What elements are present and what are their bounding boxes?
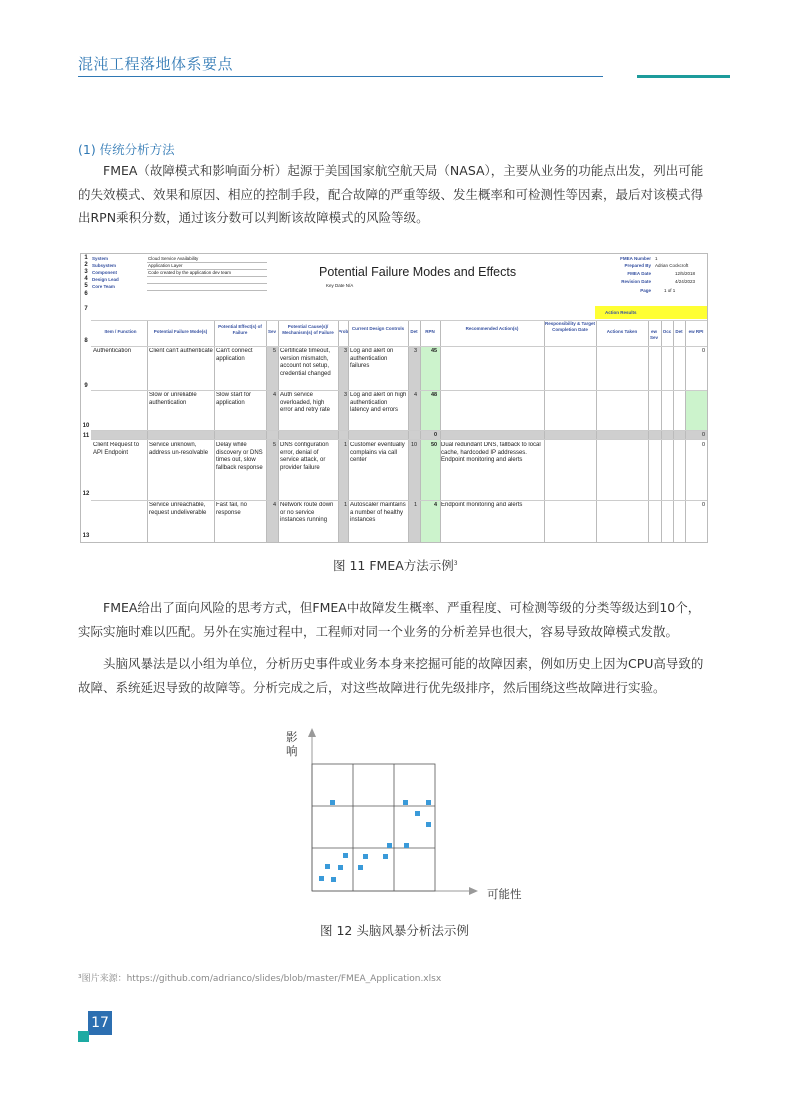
cell-item: Authentication <box>93 348 132 354</box>
cell-new-rpn: 0 <box>702 348 706 354</box>
row-number: 3 <box>84 269 88 275</box>
cell-det: 4 <box>414 392 418 398</box>
col-header: Current Design Controls <box>351 326 405 331</box>
meta-value: Cloud Service Availability <box>148 256 199 261</box>
separator-row-shade <box>91 430 707 439</box>
cell-det: 3 <box>414 348 418 354</box>
marker <box>404 843 409 848</box>
cell-cause: Certificate timeout, version mismatch, account not setup, credential changed <box>280 348 331 377</box>
marker <box>426 822 431 827</box>
cell-effect: Delay while discovery or DNS times out, slow fallback response <box>216 442 263 471</box>
marker <box>426 800 431 805</box>
cell-rpn: 4 <box>434 502 438 508</box>
marker <box>363 854 368 859</box>
meta-label: Revision Date <box>621 279 651 284</box>
header-accent-bar <box>637 75 730 78</box>
row-number: 5 <box>84 283 88 289</box>
cell-cause: Network route down or no service instances running <box>280 502 334 523</box>
col-header: RPN <box>425 329 435 334</box>
paragraph-fmea-limits: FMEA给出了面向风险的思考方式，但FMEA中故障发生概率、严重程度、可检测等级的分类等级达到10个，实际实施时难以匹配。另外在实施过程中，工程师对同一个业务的分析差异也很大，容易导致故障模式发散。 <box>78 600 701 639</box>
cell-mode: Service unknown, address un-resolvable <box>149 442 209 456</box>
cell-controls: Log and alert on authentication failures <box>350 348 394 369</box>
cell-rpn: 50 <box>431 442 438 448</box>
cell-prob: 1 <box>344 442 348 448</box>
paragraph-brainstorm: 头脑风暴法是以小组为单位，分析历史事件或业务本身来挖掘可能的故障因素，例如历史上因为CPU高导致的故障、系统延迟导致的故障等。分析完成之后，对这些故障进行优先级排序，然后围绕这些故障进行实验。 <box>78 656 704 695</box>
cell-new-rpn: 0 <box>702 442 706 448</box>
row-number: 12 <box>82 491 90 497</box>
page-number: 17 <box>88 1011 112 1035</box>
col-header: Recommended Action(s) <box>465 326 519 331</box>
meta-value: 1 <box>655 256 658 261</box>
sev-column-shade <box>266 346 278 542</box>
col-header: Item / Function <box>104 329 137 334</box>
matrix-markers <box>319 800 431 882</box>
cell-sev: 5 <box>273 442 277 448</box>
cell-effect: Fast fail, no response <box>216 502 248 516</box>
meta-label: Component <box>92 270 117 275</box>
meta-label: Page <box>640 288 651 293</box>
cell-det: 10 <box>411 442 418 448</box>
col-header: Sev <box>267 329 276 334</box>
col-header: ew RPI <box>688 329 704 334</box>
cell-rpn: 0 <box>434 432 438 438</box>
key-date: Key Date N/A <box>326 283 354 288</box>
row-number: 1 <box>84 255 88 261</box>
new-rpn-shade <box>686 390 707 430</box>
cell-recommended: Dual redundant DNS, fallback to local cache, hardcoded IP addresses. Endpoint monitoring and alerts <box>441 442 541 463</box>
cell-sev: 5 <box>273 348 277 354</box>
meta-label: Prepared By <box>624 263 651 268</box>
cell-sev: 4 <box>273 502 277 508</box>
marker <box>403 800 408 805</box>
cell-new-rpn: 0 <box>702 432 706 438</box>
marker <box>338 865 343 870</box>
matrix-grid <box>312 764 435 891</box>
marker <box>387 843 392 848</box>
page-corner-square <box>78 1031 89 1042</box>
marker <box>343 853 348 858</box>
paragraph-fmea-intro: FMEA（故障模式和影响面分析）起源于美国国家航空航天局（NASA），主要从业务的功能点出发，列出可能的失效模式、效果和原因、相应的控制手段，配合故障的严重等级、发生概率和可检测性等因素，最后对该模式得出RPN乘积分数，通过该分数可以判断该故障模式的风险等级。 <box>78 163 704 225</box>
cell-controls: Customer eventually complains via call center <box>350 442 405 463</box>
marker <box>358 865 363 870</box>
row-number: 8 <box>84 338 88 344</box>
meta-value: 4/24/2023 <box>675 279 696 284</box>
cell-controls: Autoscaler maintains a number of healthy instances <box>350 502 406 523</box>
cell-mode: Slow or unreliable authentication <box>149 392 197 406</box>
cell-det: 1 <box>414 502 418 508</box>
row-number: 6 <box>84 291 88 297</box>
cell-rpn: 48 <box>431 392 438 398</box>
cell-recommended: Endpoint monitoring and alerts <box>441 502 523 508</box>
meta-underline <box>147 290 267 291</box>
row-number: 9 <box>84 383 88 389</box>
marker <box>319 876 324 881</box>
cell-prob: 1 <box>344 502 348 508</box>
col-header: Actions Taken <box>606 329 638 334</box>
meta-underline <box>147 283 267 284</box>
meta-value: Adrian Cockcroft <box>655 263 689 268</box>
col-header: Det <box>410 329 418 334</box>
meta-value: 12/5/2018 <box>675 271 696 276</box>
col-header: Potential Cause(s)/ Mechanism(s) of Failure <box>282 324 334 335</box>
meta-value: Application Layer <box>148 263 183 268</box>
matrix-svg <box>283 728 523 908</box>
cell-effect: Slow start for application <box>216 392 252 406</box>
cell-rpn: 45 <box>431 348 438 354</box>
footnote: ³图片来源：https://github.com/adrianco/slides/blob/master/FMEA_Application.xlsx <box>78 974 442 984</box>
marker <box>325 864 330 869</box>
meta-value: Code created by the application dev team <box>148 270 232 275</box>
footnote-ref: 3 <box>453 559 458 567</box>
row-number: 10 <box>82 423 90 429</box>
cell-cause: DNS configuration error, denial of service attack, or provider failure <box>280 442 329 471</box>
figure-11-caption-text: 图 11 FMEA方法示例 <box>333 558 454 573</box>
marker <box>331 877 336 882</box>
marker <box>415 811 420 816</box>
meta-label: Subsystem <box>92 263 117 268</box>
cell-prob: 3 <box>344 392 348 398</box>
col-header: Responsibility & Target Completion Date <box>545 321 595 332</box>
marker <box>383 854 388 859</box>
col-header: Prob <box>338 329 349 334</box>
marker <box>330 800 335 805</box>
row-number: 4 <box>84 276 88 282</box>
header-rule <box>78 76 603 77</box>
fmea-title: Potential Failure Modes and Effects <box>319 265 517 279</box>
cell-mode: Client can't authenticate <box>149 348 213 354</box>
meta-underline <box>147 276 267 277</box>
col-header: ew Sev <box>649 329 658 340</box>
row-number: 2 <box>84 262 88 268</box>
col-header: Potential Effect(s) of Failure <box>218 324 262 335</box>
row-number: 13 <box>82 533 90 539</box>
meta-label: Core Team <box>92 284 115 289</box>
meta-value: 1 of 1 <box>664 288 676 293</box>
meta-label: FMEA Number <box>620 256 651 261</box>
cell-sev: 4 <box>273 392 277 398</box>
row-number: 7 <box>84 306 88 312</box>
figure-12-caption: 图 12 头脑风暴分析法示例 <box>320 923 469 938</box>
meta-label: FMEA Date <box>627 271 651 276</box>
x-axis-label: 可能性 <box>487 887 522 901</box>
cell-new-rpn: 0 <box>702 502 706 508</box>
action-results-banner: Action Results <box>595 306 707 319</box>
cell-mode: Service unreachable, request undeliverable <box>149 502 207 516</box>
impact-likelihood-matrix <box>283 728 523 908</box>
cell-cause: Auth service overloaded, high error and retry rate <box>280 392 331 413</box>
y-axis-label: 影响 <box>286 730 298 758</box>
col-header: Potential Failure Mode(s) <box>153 329 208 334</box>
col-header: Occ <box>662 329 672 334</box>
fmea-table-figure <box>80 253 708 543</box>
figure-11-caption <box>333 556 458 574</box>
cell-controls: Log and alert on high authentication latency and errors <box>350 392 407 413</box>
x-axis-arrow <box>469 887 478 895</box>
running-header-title: 混沌工程落地体系要点 <box>78 55 234 73</box>
meta-label: System <box>92 256 109 261</box>
cell-prob: 3 <box>344 348 348 354</box>
row-number: 11 <box>82 433 90 439</box>
meta-label: Design Lead <box>92 277 119 282</box>
cell-item: Client Request to API Endpoint <box>93 442 140 456</box>
col-header: Det <box>675 329 683 334</box>
section-heading: (1) 传统分析方法 <box>78 142 175 157</box>
cell-effect: Can't connect application <box>216 348 253 362</box>
y-axis-arrow <box>308 728 316 737</box>
